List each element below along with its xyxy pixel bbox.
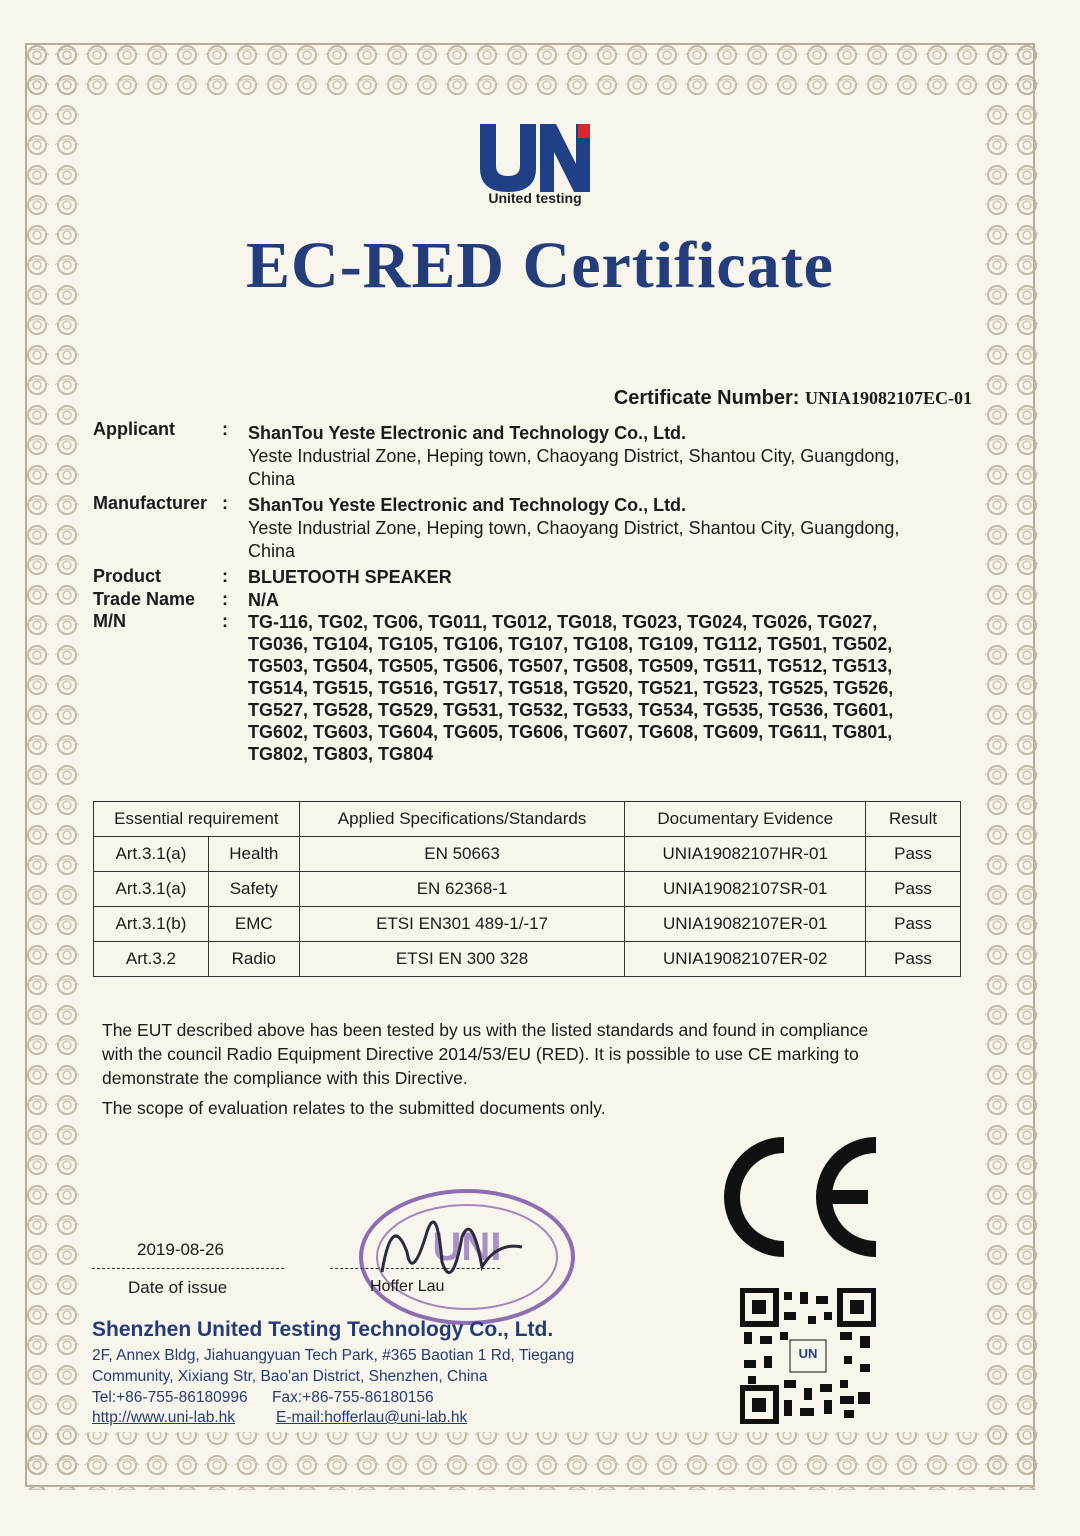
applicant-address-line1: Yeste Industrial Zone, Heping town, Chaoyang District, Shantou City, Guangdong, xyxy=(248,446,900,466)
table-row xyxy=(94,872,961,907)
issuer-email-link[interactable]: E-mail:hofferlau@uni-lab.hk xyxy=(276,1409,468,1426)
signer-name: Hoffer Lau xyxy=(370,1278,445,1295)
cell-article: Art.3.1(a) xyxy=(94,837,209,872)
issue-date-label: Date of issue xyxy=(128,1278,228,1297)
mn-value xyxy=(248,611,948,765)
manufacturer-address-line2: China xyxy=(248,541,296,561)
cell-standard: EN 50663 xyxy=(299,837,625,872)
cell-standard: ETSI EN 300 328 xyxy=(299,942,625,977)
ce-mark-icon xyxy=(714,1135,884,1260)
cell-category: Health xyxy=(208,837,299,872)
header-result: Result xyxy=(866,802,961,837)
product-label: Product xyxy=(93,566,162,586)
manufacturer-colon: : xyxy=(222,493,228,513)
trade-name-value: N/A xyxy=(248,590,279,610)
cell-evidence: UNIA19082107ER-01 xyxy=(625,907,866,942)
mn-line: TG802, TG803, TG804 xyxy=(248,744,434,764)
mn-line: TG527, TG528, TG529, TG531, TG532, TG533, TG534, TG535, TG536, TG601, xyxy=(248,700,894,720)
applicant-address-line2: China xyxy=(248,469,296,489)
compliance-statement xyxy=(102,1018,952,1090)
cell-category: Safety xyxy=(208,872,299,907)
table-row xyxy=(94,942,961,977)
certificate-number-value: UNIA19082107EC-01 xyxy=(804,388,972,408)
logo-letter-i xyxy=(578,124,590,138)
issuer-address-line1: 2F, Annex Bldg, Jiahuangyuan Tech Park, #365 Baotian 1 Rd, Tiegang xyxy=(92,1347,575,1364)
qr-center-logo: UN xyxy=(798,1346,818,1361)
logo-letter-u xyxy=(480,124,536,192)
applicant-colon: : xyxy=(222,419,228,439)
issuer-phone: Tel:+86-755-86180996 xyxy=(92,1389,248,1406)
header-documentary-evidence: Documentary Evidence xyxy=(625,802,866,837)
manufacturer-value xyxy=(248,494,948,563)
mn-colon: : xyxy=(222,611,228,631)
table-header-row xyxy=(94,802,961,837)
header-applied-standards: Applied Specifications/Standards xyxy=(299,802,625,837)
applicant-name: ShanTou Yeste Electronic and Technology Co., Ltd. xyxy=(248,423,687,443)
signer-signature-line xyxy=(330,1268,500,1269)
table-row xyxy=(94,837,961,872)
cell-category: Radio xyxy=(208,942,299,977)
mn-line: TG514, TG515, TG516, TG517, TG518, TG520, TG521, TG523, TG525, TG526, xyxy=(248,678,894,698)
trade-name-label: Trade Name xyxy=(93,589,196,609)
statement-line: with the council Radio Equipment Directive 2014/53/EU (RED). It is possible to use CE marking to xyxy=(102,1044,859,1064)
cell-result: Pass xyxy=(866,837,961,872)
issuer-website-link[interactable]: http://www.uni-lab.hk xyxy=(92,1409,236,1426)
statement-line: The EUT described above has been tested by us with the listed standards and found in compliance xyxy=(102,1020,869,1040)
cell-evidence: UNIA19082107ER-02 xyxy=(625,942,866,977)
cell-article: Art.3.1(a) xyxy=(94,872,209,907)
applicant-value xyxy=(248,422,948,491)
table-row xyxy=(94,907,961,942)
product-value: BLUETOOTH SPEAKER xyxy=(248,567,452,587)
company-stamp xyxy=(352,1182,582,1332)
scope-statement: The scope of evaluation relates to the submitted documents only. xyxy=(102,1098,606,1118)
mn-line: TG602, TG603, TG604, TG605, TG606, TG607, TG608, TG609, TG611, TG801, xyxy=(248,722,893,742)
cell-standard: EN 62368-1 xyxy=(299,872,625,907)
issuer-address-line2: Community, Xixiang Str, Bao'an District, Shenzhen, China xyxy=(92,1368,488,1385)
cell-result: Pass xyxy=(866,907,961,942)
requirements-table xyxy=(93,801,961,977)
mn-line: TG-116, TG02, TG06, TG011, TG012, TG018, TG023, TG024, TG026, TG027, xyxy=(248,612,878,632)
manufacturer-label: Manufacturer xyxy=(93,493,208,513)
cell-category: EMC xyxy=(208,907,299,942)
certificate-number xyxy=(614,387,972,410)
certificate-title: EC-RED Certificate xyxy=(246,229,834,302)
manufacturer-address-line1: Yeste Industrial Zone, Heping town, Chaoyang District, Shantou City, Guangdong, xyxy=(248,518,900,538)
issuer-fax: Fax:+86-755-86180156 xyxy=(272,1389,434,1406)
qr-code xyxy=(740,1288,876,1424)
statement-line: demonstrate the compliance with this Directive. xyxy=(102,1068,468,1088)
svg-text:UNI: UNI xyxy=(432,1225,502,1269)
issue-date: 2019-08-26 xyxy=(137,1240,224,1259)
trade-name-colon: : xyxy=(222,589,228,609)
cell-evidence: UNIA19082107SR-01 xyxy=(625,872,866,907)
cell-evidence: UNIA19082107HR-01 xyxy=(625,837,866,872)
issuer-company-name: Shenzhen United Testing Technology Co., Ltd. xyxy=(92,1318,554,1341)
certificate-number-label: Certificate Number: xyxy=(613,387,800,409)
cell-result: Pass xyxy=(866,872,961,907)
cell-result: Pass xyxy=(866,942,961,977)
cell-article: Art.3.1(b) xyxy=(94,907,209,942)
cell-standard: ETSI EN301 489-1/-17 xyxy=(299,907,625,942)
mn-line: TG503, TG504, TG505, TG506, TG507, TG508, TG509, TG511, TG512, TG513, xyxy=(248,656,893,676)
date-signature-line xyxy=(92,1268,284,1269)
mn-label: M/N xyxy=(93,611,126,631)
cell-article: Art.3.2 xyxy=(94,942,209,977)
product-colon: : xyxy=(222,566,228,586)
logo-subtitle: United testing xyxy=(488,190,582,206)
header-essential-requirement: Essential requirement xyxy=(94,802,300,837)
manufacturer-name: ShanTou Yeste Electronic and Technology Co., Ltd. xyxy=(248,495,687,515)
applicant-label: Applicant xyxy=(93,419,176,439)
mn-line: TG036, TG104, TG105, TG106, TG107, TG108, TG109, TG112, TG501, TG502, xyxy=(248,634,893,654)
